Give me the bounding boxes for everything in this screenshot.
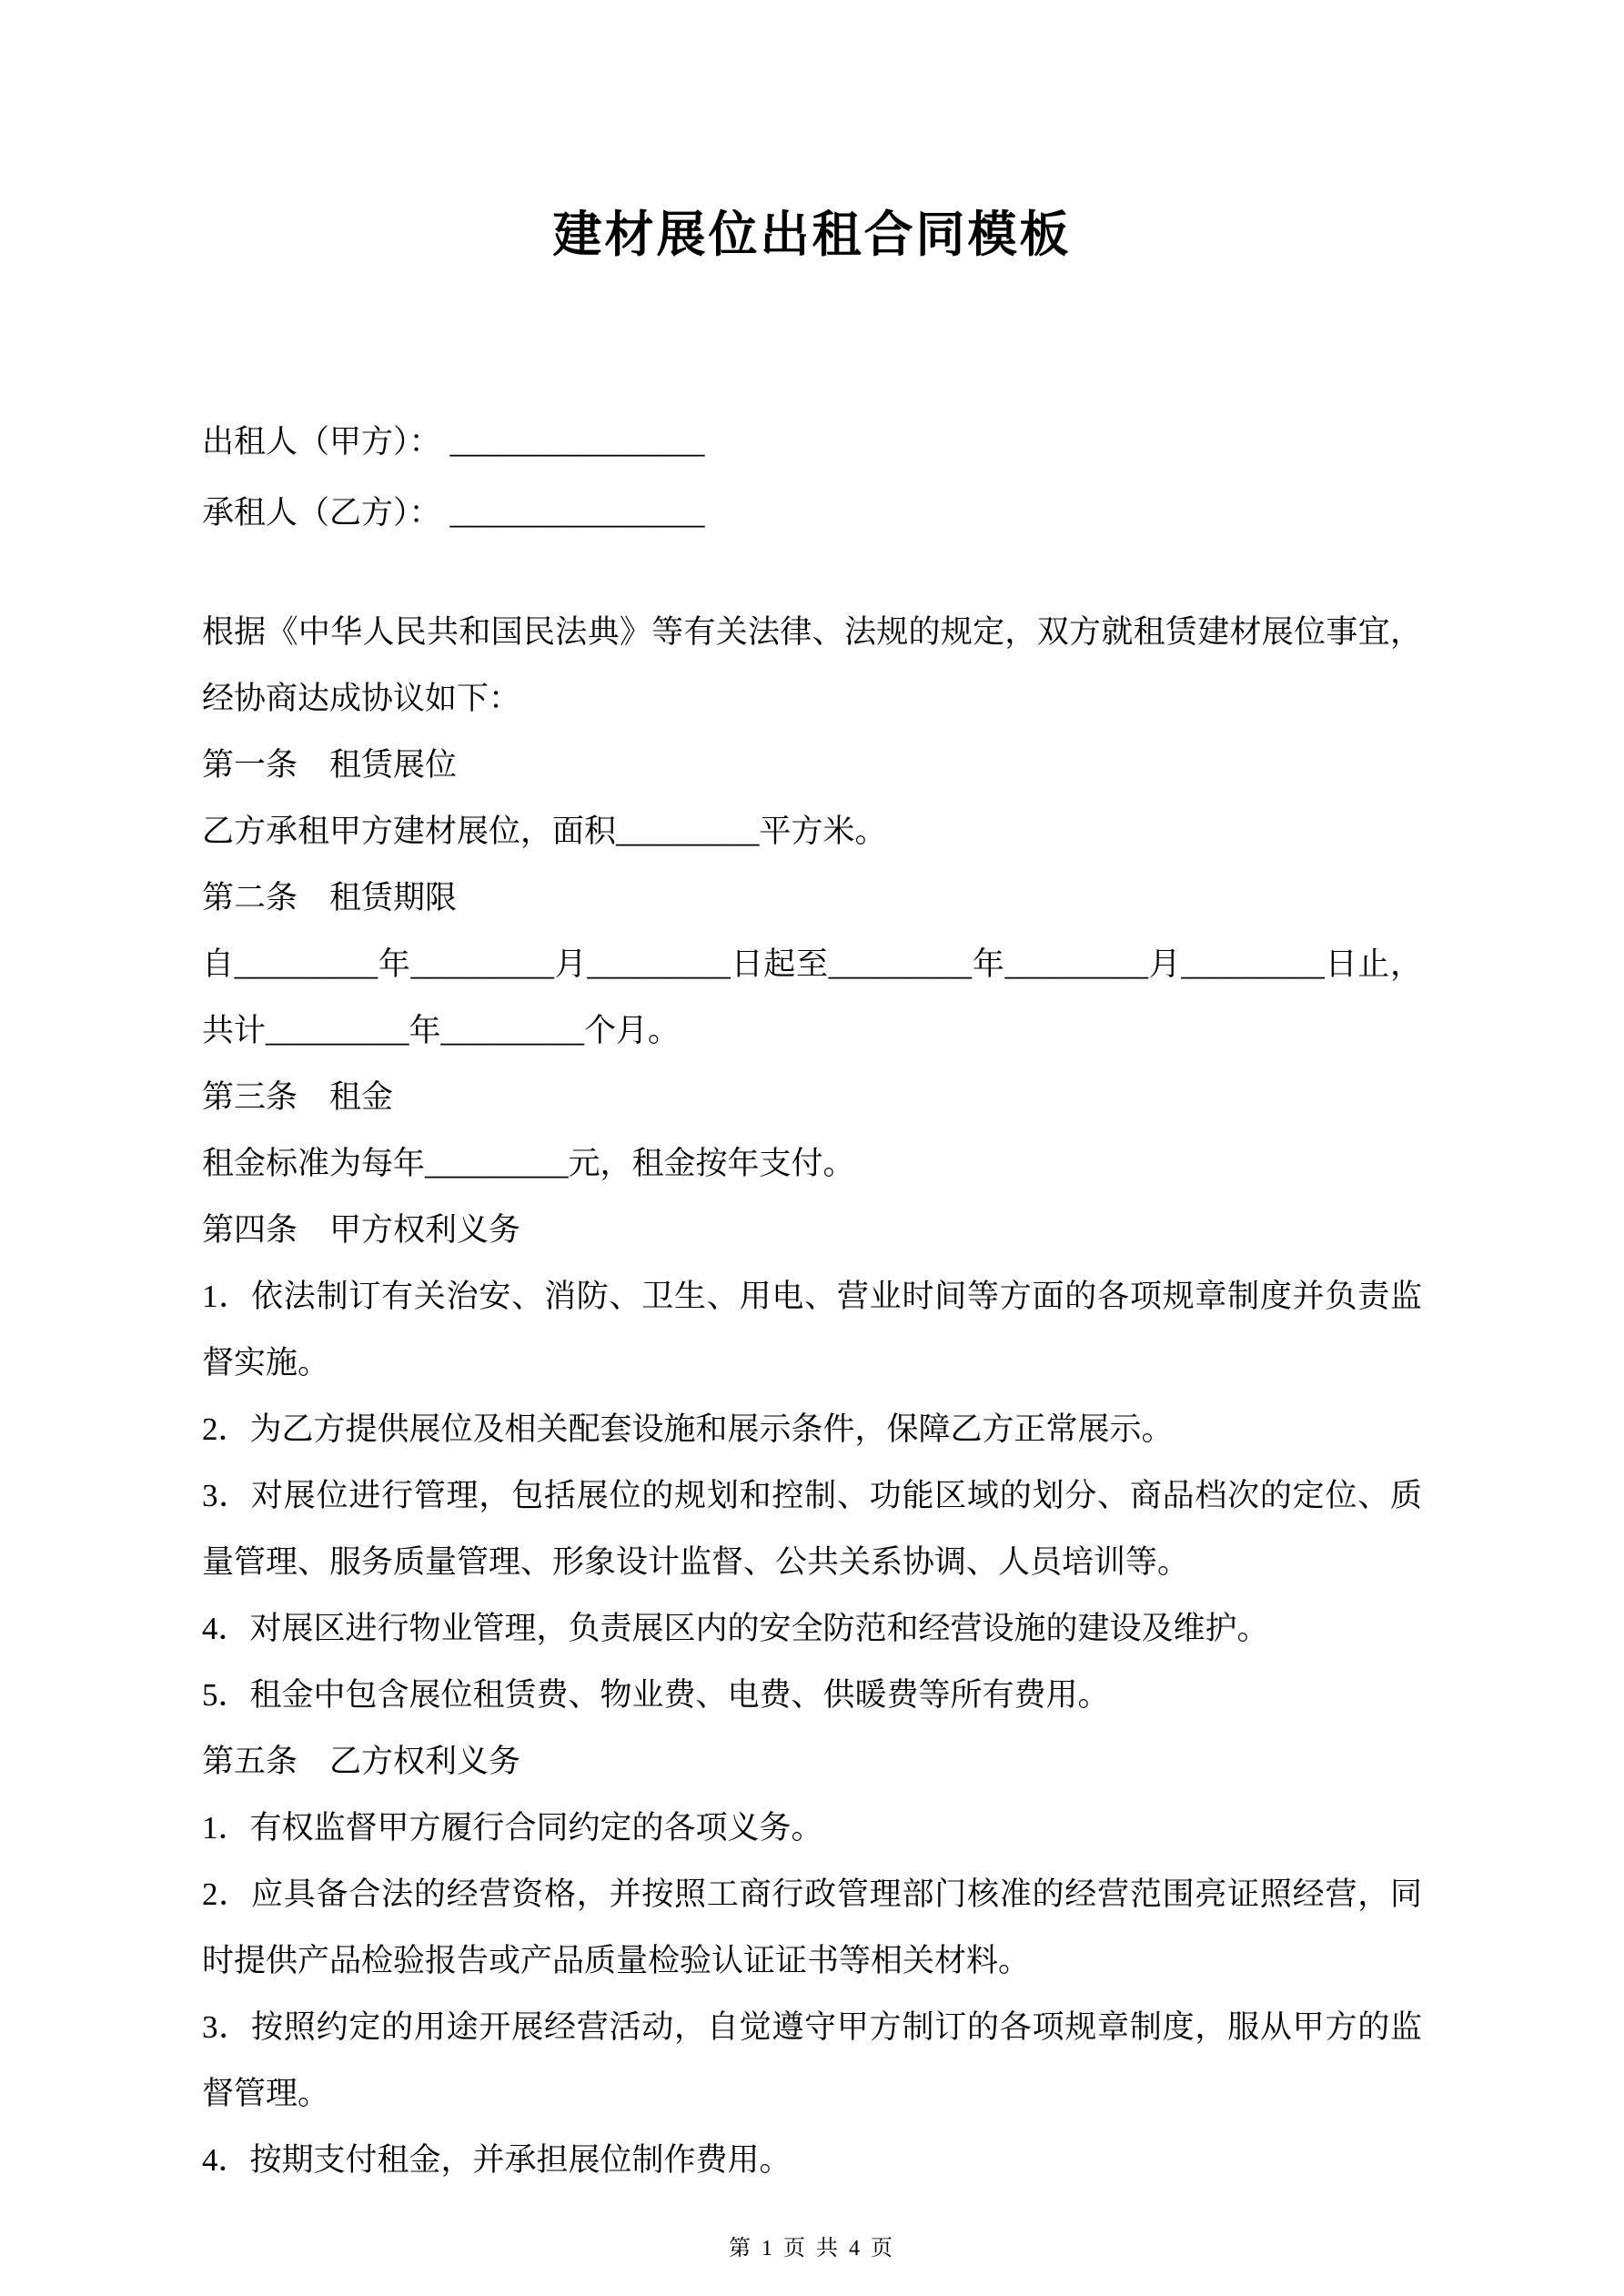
clause-4-item-4: 4．对展区进行物业管理，负责展区内的安全防范和经营设施的建设及维护。 [202, 1611, 1269, 1646]
clause-4-item-3: 3．对展位进行管理，包括展位的规划和控制、功能区域的划分、商品档次的定位、质量管理、服务质量管理、形象设计监督、公共关系协调、人员培训等。 [202, 1478, 1422, 1580]
party-b-label: 承租人（乙方）： [202, 495, 441, 531]
clause-2-text: 自_________年_________月_________日起至_________年_________月_________日止，共计_________年_________个月。 [202, 946, 1422, 1048]
party-a-blank: ________________ [449, 424, 705, 460]
clause-4-item-1: 1．依法制订有关治安、消防、卫生、用电、营业时间等方面的各项规章制度并负责监督实施。 [202, 1279, 1422, 1381]
clause-4-item-2: 2．为乙方提供展位及相关配套设施和展示条件，保障乙方正常展示。 [202, 1411, 1174, 1447]
party-b-blank: ________________ [449, 495, 705, 531]
party-fields [202, 407, 1422, 549]
clause-5-item-4: 4．按期支付租金，并承担展位制作费用。 [202, 2142, 792, 2178]
page-number-footer: 第 1 页 共 4 页 [729, 2237, 895, 2261]
contract-body [202, 599, 1422, 2193]
document-title: 建材展位出租合同模板 [552, 207, 1072, 262]
clause-5-item-3: 3．按照约定的用途开展经营活动，自觉遵守甲方制订的各项规章制度，服从甲方的监督管理。 [202, 2009, 1422, 2111]
clause-5-heading: 第五条 乙方权利义务 [202, 1744, 521, 1779]
clause-1-heading: 第一条 租赁展位 [202, 747, 458, 783]
clause-1-text: 乙方承租甲方建材展位，面积_________平方米。 [202, 814, 887, 849]
clause-2-heading: 第二条 租赁期限 [202, 880, 458, 915]
clause-4-heading: 第四条 甲方权利义务 [202, 1212, 521, 1248]
clause-5-item-2: 2．应具备合法的经营资格，并按照工商行政管理部门核准的经营范围亮证照经营，同时提供产品检验报告或产品质量检验认证证书等相关材料。 [202, 1876, 1422, 1978]
clause-3-text: 租金标准为每年_________元，租金按年支付。 [202, 1146, 855, 1181]
party-a-line [202, 407, 1422, 478]
clause-3-heading: 第三条 租金 [202, 1079, 394, 1115]
clause-5-item-1: 1．有权监督甲方履行合同约定的各项义务。 [202, 1810, 823, 1846]
party-a-label: 出租人（甲方）： [202, 424, 441, 460]
party-b-line [202, 478, 1422, 549]
clause-4-item-5: 5．租金中包含展位租赁费、物业费、电费、供暖费等所有费用。 [202, 1677, 1110, 1713]
paragraph-intro: 根据《中华人民共和国民法典》等有关法律、法规的规定，双方就租赁建材展位事宜，经协商达成协议如下： [202, 614, 1422, 716]
